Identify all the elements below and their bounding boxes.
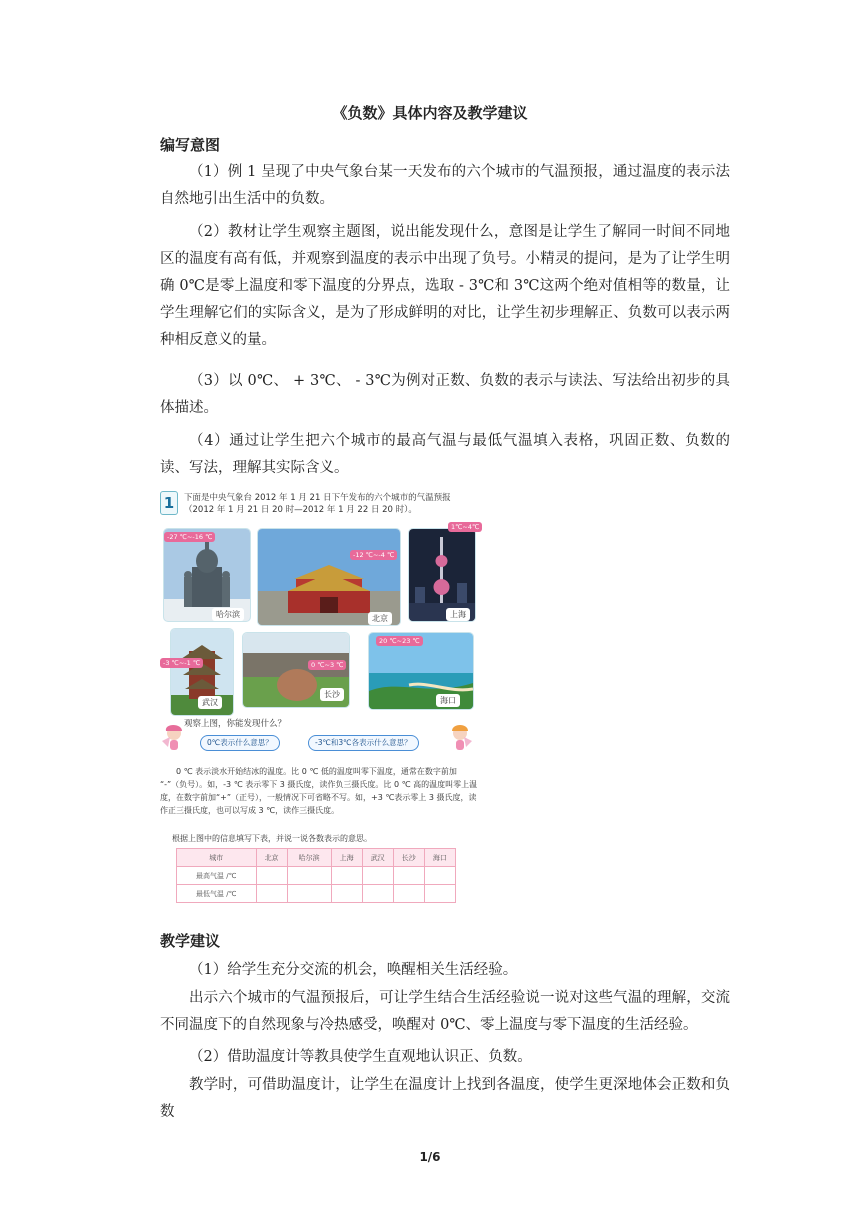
temp-tag-haikou: 20 ℃~23 ℃ [376,636,423,646]
table-header-cell: 武汉 [362,849,393,867]
table-cell [256,867,287,885]
table-cell [331,885,362,903]
suggestion-line-2: 出示六个城市的气温预报后，可让学生结合生活经验说一说对这些气温的理解，交流不同温度下的自然现象与冷热感受，唤醒对 0℃、零上温度与零下温度的生活经验。 [160,990,730,1033]
temp-tag-changsha: 0 ℃~3 ℃ [308,660,346,670]
table-cell [362,885,393,903]
temperature-table [176,848,456,903]
city-label-harbin: 哈尔滨 [212,608,244,621]
paragraph-2: （2）教材让学生观察主题图，说出能发现什么，意图是让学生了解同一时间不同地区的温度有高有低，并观察到温度的表示中出现了负号。小精灵的提问，是为了让学生明确 0℃是零上温度和零下温度的分界点，选取 - 3℃和 3℃这两个绝对值相等的数量，让学生理解它们的实际含义，是为了形成鲜明的对比，让学生初步理解正、负数可以表示两种相反意义的量。 [160,224,730,348]
table-cell [331,867,362,885]
table-row-label: 最高气温 /℃ [177,867,257,885]
table-question: 根据上图中的信息填写下表，并说一说各数表示的意思。 [172,834,372,843]
table-cell [424,885,455,903]
table-header-cell: 上海 [331,849,362,867]
textbook-body-paragraph: 0 ℃ 表示淡水开始结冰的温度。比 0 ℃ 低的温度叫零下温度，通常在数字前加 “-”（负号）。如，-3 ℃ 表示零下 3 摄氏度，读作负三摄氏度。比 0 ℃ 高的温度叫零上温度，在数字前加“+”（正号），一般情况下可省略不写。如，+3 ℃表示零上 3 摄氏度，读作正三摄氏度，也可以写成 3 ℃，读作三摄氏度。 [160,767,478,815]
page-number: 1/6 [419,1150,441,1164]
table-header-cell: 北京 [256,849,287,867]
suggestion-line-3: （2）借助温度计等教具使学生直观地认识正、负数。 [189,1049,532,1065]
paragraph-3: （3）以 0℃、 + 3℃、 - 3℃为例对正数、负数的表示与读法、写法给出初步的具体描述。 [160,373,730,416]
table-row-label: 最低气温 /℃ [177,885,257,903]
temp-tag-wuhan: -3 ℃~-1 ℃ [160,658,203,668]
city-label-changsha: 长沙 [320,688,344,701]
table-cell [424,867,455,885]
table-cell [256,885,287,903]
temp-tag-beijing: -12 ℃~-4 ℃ [350,550,397,560]
fairy-right-icon [448,723,474,753]
speech-bubble-zero: 0℃表示什么意思？ [200,735,280,751]
suggestion-line-1: （1）给学生充分交流的机会，唤醒相关生活经验。 [189,962,518,978]
paragraph-4: （4）通过让学生把六个城市的最高气温与最低气温填入表格，巩固正数、负数的读、写法，理解其实际含义。 [160,433,730,476]
section-heading-intent: 编写意图 [160,136,221,154]
textbook-body [160,765,478,817]
table-row-low [177,885,456,903]
table-header-cell: 哈尔滨 [287,849,331,867]
example-number: 1 [160,491,178,515]
section-heading-suggestions: 教学建议 [160,932,221,950]
table-cell [393,867,424,885]
textbook-excerpt [160,488,478,913]
city-label-beijing: 北京 [368,612,392,625]
temp-tag-harbin: -27 ℃~-16 ℃ [164,532,215,542]
example-intro: 下面是中央气象台 2012 年 1 月 21 日下午发布的六个城市的气温预报（2012 年 1 月 21 日 20 时—2012 年 1 月 22 日 20 时）。 [184,493,451,515]
table-cell [287,885,331,903]
temp-tag-shanghai: 1℃~4℃ [448,522,482,532]
table-header-cell: 海口 [424,849,455,867]
city-label-shanghai: 上海 [446,608,470,621]
table-cell [287,867,331,885]
city-label-wuhan: 武汉 [198,696,222,709]
table-row-high [177,867,456,885]
suggestion-line-4: 教学时，可借助温度计，让学生在温度计上找到各温度，使学生更深地体会正数和负数 [160,1077,730,1120]
table-cell [362,867,393,885]
paragraph-1: （1）例 1 呈现了中央气象台某一天发布的六个城市的气温预报，通过温度的表示法自然地引出生活中的负数。 [160,164,730,207]
document-title: 《负数》具体内容及教学建议 [332,104,528,122]
observe-question: 观察上图，你能发现什么？ [184,719,287,729]
table-cell [393,885,424,903]
city-label-haikou: 海口 [436,694,460,707]
speech-bubble-three: -3℃和3℃各表示什么意思？ [308,735,419,751]
fairy-left-icon [160,723,186,753]
table-header-row [177,849,456,867]
table-header-cell: 长沙 [393,849,424,867]
table-header-cell: 城市 [177,849,257,867]
